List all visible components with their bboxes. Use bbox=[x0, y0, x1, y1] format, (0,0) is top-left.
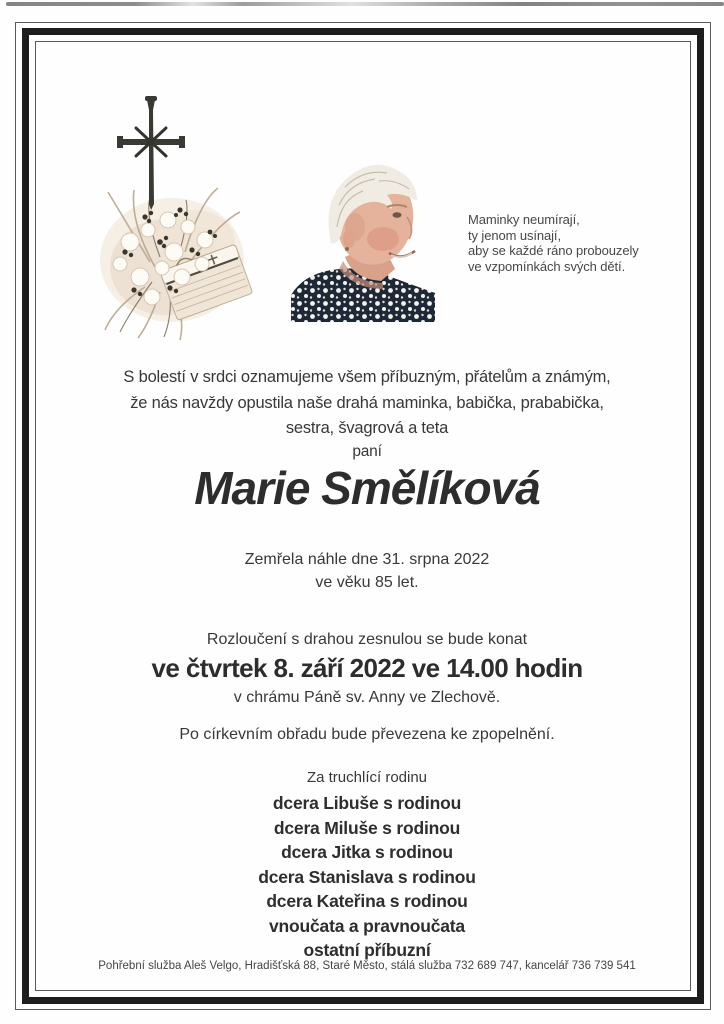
ceremony-intro: Rozloučení s drahou zesnulou se bude konat bbox=[206, 631, 528, 648]
portrait-photo bbox=[283, 157, 448, 322]
mourner-line: vnoučata a pravnoučata bbox=[269, 915, 465, 936]
mourners-intro: Za truchlící rodinu bbox=[306, 769, 428, 786]
mourner-line: dcera Miluše s rodinou bbox=[273, 817, 461, 838]
death-info-line: ve věku 85 let. bbox=[315, 574, 419, 591]
cross-flowers-bible-illustration bbox=[90, 92, 260, 342]
ceremony-datetime: ve čtvrtek 8. září 2022 ve 14.00 hodin bbox=[151, 653, 583, 683]
title-prefix: paní bbox=[352, 442, 382, 460]
announcement-line: S bolestí v srdci oznamujeme všem příbuzným, přátelům a známým, bbox=[123, 368, 611, 386]
ceremony-location: v chrámu Páně sv. Anny ve Zlechově. bbox=[233, 689, 501, 706]
ceremony-details bbox=[40, 629, 694, 745]
mourner-line: dcera Libuše s rodinou bbox=[272, 793, 462, 813]
announcement-text bbox=[40, 365, 694, 461]
funeral-service-footer: Pohřební služba Aleš Velgo, Hradišťská 88, Staré Město, stálá služba 732 689 747, kancelář 736 739 541 bbox=[98, 960, 636, 972]
mourner-line: dcera Stanislava s rodinou bbox=[258, 866, 476, 887]
deceased-name: Marie Smělíková bbox=[194, 462, 540, 514]
announcement-line: sestra, švagrová a teta bbox=[285, 419, 449, 437]
cross-icon bbox=[117, 96, 185, 210]
verse-line: Maminky neumírají, bbox=[468, 212, 580, 227]
mourner-line: ostatní příbuzní bbox=[303, 940, 431, 960]
verse-line: ve vzpomínkách svých dětí. bbox=[468, 258, 626, 274]
memorial-verse bbox=[468, 212, 683, 274]
mourner-line: dcera Kateřina s rodinou bbox=[266, 891, 468, 911]
verse-line: ty jenom usínají, bbox=[468, 227, 561, 243]
scanner-artifact-line bbox=[6, 2, 724, 6]
mourner-line: dcera Jitka s rodinou bbox=[281, 842, 453, 862]
death-info bbox=[40, 548, 694, 594]
death-info-line: Zemřela náhle dne 31. srpna 2022 bbox=[244, 551, 490, 568]
cremation-note: Po církevním obřadu bude převezena ke zpopelnění. bbox=[179, 726, 555, 743]
mourning-family bbox=[40, 768, 694, 963]
verse-line: aby se každé ráno probouzely bbox=[468, 243, 639, 258]
announcement-line: že nás navždy opustila naše drahá maminka, babička, prababička, bbox=[130, 393, 604, 412]
